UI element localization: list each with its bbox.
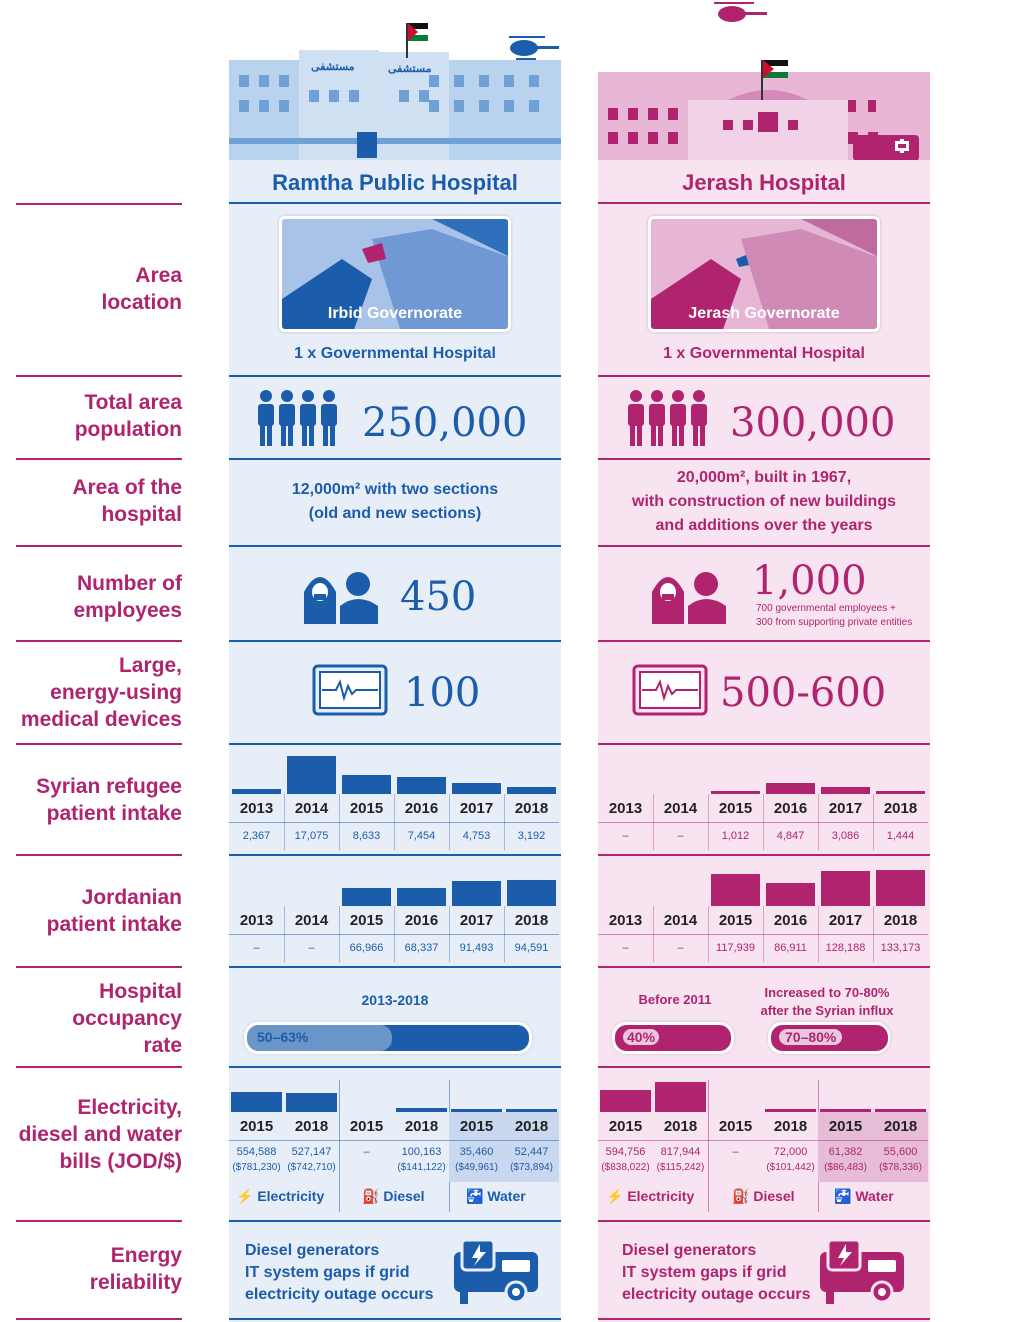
jerash-before-bar: [612, 1022, 734, 1054]
ramtha-hospital-count: 1 x Governmental Hospital: [294, 345, 496, 362]
label-reliability: [0, 1242, 182, 1296]
bill-bar: [765, 1109, 816, 1112]
monitor-icon: [312, 664, 388, 716]
bill-bar: [506, 1109, 557, 1112]
intake-value: 1,012: [721, 830, 750, 842]
intake-bar: [821, 787, 870, 794]
divider: [16, 1318, 182, 1320]
bill-jod: –: [732, 1146, 739, 1158]
year-label: 2018: [883, 800, 918, 817]
divider: [598, 458, 930, 460]
intake-value: –: [308, 942, 315, 954]
bill-jod: 61,382: [828, 1146, 863, 1158]
jerash-after-bar: [768, 1022, 890, 1054]
label-line: occupancy: [72, 1007, 182, 1030]
intake-value: –: [253, 942, 260, 954]
divider: [16, 1066, 182, 1068]
irbid-map: [279, 216, 511, 332]
year-label: 2017: [459, 912, 494, 929]
label-line: Syrian refugee: [36, 775, 182, 798]
label-line: bills (JOD/$): [59, 1150, 182, 1173]
intake-value: 94,591: [514, 942, 549, 954]
year-label: 2017: [828, 912, 863, 929]
bill-bar: [286, 1093, 337, 1112]
ramtha-occupancy-label: 50–63%: [257, 1029, 309, 1045]
intake-bar: [711, 791, 760, 794]
bill-jod: 100,163: [401, 1146, 442, 1158]
bill-year: 2018: [404, 1118, 439, 1135]
bill-usd: ($73,894): [510, 1162, 553, 1173]
ramtha-population: 250,000: [362, 400, 528, 446]
divider: [16, 854, 182, 856]
jerash-area-line2: with construction of new buildings: [632, 493, 896, 510]
ramtha-occupancy-period: 2013-2018: [361, 992, 429, 1008]
divider: [598, 966, 930, 968]
faucet-icon: 🚰: [466, 1188, 484, 1204]
year-label: 2018: [514, 912, 549, 929]
intake-value: 133,173: [880, 942, 921, 954]
label-line: Area of the: [72, 476, 182, 499]
intake-value: 1,444: [886, 830, 915, 842]
divider: [598, 1220, 930, 1222]
year-label: 2013: [608, 912, 643, 929]
jerash-hospital-illustration: [598, 0, 930, 160]
label-total-population: [0, 389, 182, 443]
reliability-line: IT system gaps if grid: [622, 1264, 787, 1281]
table-rule: [598, 822, 928, 823]
bill-jod: 52,447: [514, 1146, 549, 1158]
bill-bar: [600, 1090, 651, 1112]
bill-bar: [231, 1092, 282, 1112]
ramtha-occupancy-bar: [244, 1022, 532, 1054]
divider: [598, 743, 930, 745]
bill-bar: [451, 1109, 502, 1112]
intake-bar: [507, 880, 556, 906]
bill-usd: ($86,483): [824, 1162, 867, 1173]
year-label: 2016: [404, 800, 439, 817]
intake-bar: [397, 777, 446, 794]
intake-bar: [342, 775, 391, 794]
label-devices: [0, 652, 182, 733]
label-line: employees: [73, 599, 182, 622]
divider: [16, 966, 182, 968]
divider: [16, 640, 182, 642]
bill-usd: ($115,242): [656, 1162, 705, 1173]
divider: [598, 854, 930, 856]
ramtha-area-line2: (old and new sections): [308, 505, 482, 522]
label-line: hospital: [101, 503, 182, 526]
ramtha-title: Ramtha Public Hospital: [272, 170, 518, 195]
intake-value: 68,337: [404, 942, 439, 954]
intake-bar: [452, 881, 501, 906]
monitor-icon: [632, 664, 708, 716]
intake-bar: [452, 783, 501, 794]
year-label: 2014: [294, 800, 329, 817]
label-line: Electricity,: [77, 1096, 182, 1119]
divider: [598, 545, 930, 547]
label-area-location: [0, 262, 182, 316]
divider: [229, 640, 561, 642]
bill-year: 2018: [773, 1118, 808, 1135]
intake-value: 7,454: [407, 830, 436, 842]
ramtha-employees: 450: [400, 574, 477, 620]
bill-jod: 72,000: [773, 1146, 808, 1158]
intake-bar: [507, 787, 556, 794]
intake-bar: [821, 871, 870, 906]
bill-year: 2018: [663, 1118, 698, 1135]
year-label: 2013: [608, 800, 643, 817]
bill-year: 2015: [239, 1118, 274, 1135]
intake-value: 4,753: [462, 830, 491, 842]
divider: [16, 545, 182, 547]
label-syrian-intake: [0, 773, 182, 827]
jerash-hospital-count: 1 x Governmental Hospital: [663, 345, 865, 362]
year-label: 2014: [663, 800, 698, 817]
jerash-employees-note1: 700 governmental employees +: [756, 603, 896, 614]
table-rule: [598, 934, 928, 935]
label-employees: [0, 570, 182, 624]
intake-value: 3,086: [831, 830, 860, 842]
jerash-after-title: [752, 984, 902, 1020]
after-title-line: after the Syrian influx: [760, 1003, 894, 1018]
intake-value: –: [677, 942, 684, 954]
year-label: 2013: [239, 800, 274, 817]
divider: [16, 458, 182, 460]
bill-usd: ($742,710): [287, 1162, 336, 1173]
jerash-area-line3: and additions over the years: [655, 517, 873, 534]
year-label: 2017: [828, 800, 863, 817]
generator-icon: [450, 1236, 544, 1306]
staff-icon: [300, 562, 384, 624]
generator-icon: [816, 1236, 910, 1306]
table-rule: [229, 934, 559, 935]
year-label: 2015: [718, 912, 753, 929]
jerash-before-title: Before 2011: [638, 992, 712, 1007]
label-line: Number of: [77, 572, 182, 595]
people-icon: [626, 388, 710, 448]
label-line: rate: [143, 1034, 182, 1057]
label-occupancy: [0, 978, 182, 1059]
year-label: 2016: [773, 912, 808, 929]
divider: [598, 1066, 930, 1068]
jerash-after-label: 70–80%: [779, 1029, 842, 1045]
reliability-line: Diesel generators: [622, 1242, 757, 1259]
bill-jod: –: [363, 1146, 370, 1158]
divider: [598, 375, 930, 377]
bill-year: 2018: [294, 1118, 329, 1135]
bill-year: 2015: [608, 1118, 643, 1135]
divider: [229, 1066, 561, 1068]
ramtha-hospital-illustration: [229, 20, 561, 160]
bill-usd: ($838,022): [601, 1162, 650, 1173]
intake-value: 2,367: [242, 830, 271, 842]
jerash-title: Jerash Hospital: [682, 170, 846, 195]
bill-year: 2015: [718, 1118, 753, 1135]
bill-bar: [875, 1109, 926, 1112]
legend-text: Electricity: [257, 1188, 325, 1204]
intake-value: 128,188: [825, 942, 866, 954]
divider: [229, 743, 561, 745]
lightning-icon: ⚡: [236, 1188, 254, 1204]
intake-value: 8,633: [352, 830, 381, 842]
divider: [229, 1220, 561, 1222]
intake-bar: [287, 756, 336, 794]
divider: [16, 375, 182, 377]
reliability-line: Diesel generators: [245, 1242, 380, 1259]
divider: [229, 458, 561, 460]
intake-value: 66,966: [349, 942, 384, 954]
jerash-map-label: Jerash Governorate: [688, 305, 840, 322]
intake-value: –: [677, 830, 684, 842]
intake-bar: [876, 870, 925, 906]
jerash-employees: 1,000: [752, 558, 867, 604]
divider: [229, 375, 561, 377]
year-label: 2016: [404, 912, 439, 929]
bill-usd: ($101,442): [766, 1162, 815, 1173]
people-icon: [256, 388, 340, 448]
label-line: Area: [135, 264, 182, 287]
table-rule: [598, 1140, 928, 1141]
bill-jod: 527,147: [291, 1146, 332, 1158]
label-line: Energy: [110, 1244, 182, 1267]
table-rule: [229, 1140, 559, 1141]
divider: [229, 545, 561, 547]
reliability-line: electricity outage occurs: [245, 1286, 434, 1303]
year-label: 2015: [718, 800, 753, 817]
label-line: Hospital: [99, 980, 182, 1003]
faucet-icon: 🚰: [834, 1188, 852, 1204]
label-jordanian-intake: [0, 884, 182, 938]
label-line: Jordanian: [81, 886, 182, 909]
label-line: reliability: [89, 1271, 182, 1294]
ramtha-sign-1: مستشفى: [311, 61, 355, 73]
bill-usd: ($781,230): [232, 1162, 281, 1173]
label-line: location: [101, 291, 182, 314]
ramtha-diesel-legend: [362, 1188, 425, 1205]
intake-value: 4,847: [776, 830, 805, 842]
label-hospital-area: [0, 474, 182, 528]
bill-jod: 594,756: [605, 1146, 646, 1158]
year-label: 2013: [239, 912, 274, 929]
bill-bar: [655, 1082, 706, 1112]
divider: [229, 202, 561, 204]
year-label: 2017: [459, 800, 494, 817]
bill-usd: ($49,961): [455, 1162, 498, 1173]
label-line: Total area: [84, 391, 182, 414]
ramtha-reliability: [245, 1240, 434, 1306]
jerash-diesel-legend: [732, 1188, 795, 1205]
label-line: Large,: [118, 654, 182, 677]
bill-bar: [820, 1109, 871, 1112]
year-label: 2014: [663, 912, 698, 929]
year-label: 2015: [349, 800, 384, 817]
intake-value: 17,075: [294, 830, 329, 842]
divider: [16, 1220, 182, 1222]
jerash-population: 300,000: [730, 400, 896, 446]
year-label: 2016: [773, 800, 808, 817]
jerash-water-legend: [834, 1188, 894, 1205]
intake-bar: [397, 888, 446, 906]
reliability-line: IT system gaps if grid: [245, 1264, 410, 1281]
ramtha-electricity-legend: [236, 1188, 324, 1205]
intake-value: 91,493: [459, 942, 494, 954]
reliability-line: electricity outage occurs: [622, 1286, 811, 1303]
legend-text: Water: [855, 1188, 894, 1204]
after-title-line: Increased to 70-80%: [764, 985, 890, 1000]
divider: [229, 854, 561, 856]
label-line: patient intake: [46, 802, 182, 825]
intake-value: 3,192: [517, 830, 546, 842]
jerash-reliability: [622, 1240, 811, 1306]
divider: [598, 1318, 930, 1320]
bill-usd: ($78,336): [879, 1162, 922, 1173]
ramtha-devices: 100: [404, 670, 481, 716]
divider: [598, 640, 930, 642]
table-rule: [229, 822, 559, 823]
divider: [598, 202, 930, 204]
bill-year: 2018: [514, 1118, 549, 1135]
intake-value: –: [622, 942, 629, 954]
bill-jod: 35,460: [459, 1146, 494, 1158]
bill-year: 2018: [883, 1118, 918, 1135]
year-label: 2018: [883, 912, 918, 929]
irbid-map-label: Irbid Governorate: [327, 305, 463, 322]
intake-bar: [766, 783, 815, 794]
intake-bar: [342, 888, 391, 906]
intake-value: 117,939: [716, 942, 755, 954]
intake-bar: [232, 789, 281, 794]
jerash-map: [648, 216, 880, 332]
label-line: patient intake: [46, 913, 182, 936]
bill-year: 2015: [828, 1118, 863, 1135]
bill-jod: 554,588: [236, 1146, 277, 1158]
lightning-icon: ⚡: [606, 1188, 624, 1204]
fuel-icon: ⛽: [732, 1188, 750, 1204]
bill-usd: ($141,122): [397, 1162, 446, 1173]
bill-jod: 55,600: [883, 1146, 918, 1158]
intake-value: 86,911: [774, 942, 807, 954]
staff-icon: [648, 562, 732, 624]
fuel-icon: ⛽: [362, 1188, 380, 1204]
ramtha-sign-2: مستشفى: [388, 63, 432, 75]
legend-text: Water: [487, 1188, 526, 1204]
legend-text: Diesel: [753, 1188, 795, 1204]
divider: [229, 966, 561, 968]
bill-bar: [396, 1108, 447, 1112]
jerash-electricity-legend: [606, 1188, 694, 1205]
legend-text: Diesel: [383, 1188, 425, 1204]
jerash-area-line1: 20,000m², built in 1967,: [676, 469, 852, 486]
intake-value: –: [622, 830, 629, 842]
bill-year: 2015: [459, 1118, 494, 1135]
label-bills: [0, 1094, 182, 1175]
jerash-before-label: 40%: [623, 1029, 659, 1045]
year-label: 2015: [349, 912, 384, 929]
label-line: population: [74, 418, 182, 441]
label-line: medical devices: [20, 708, 182, 731]
label-line: energy-using: [50, 681, 182, 704]
intake-bar: [711, 874, 760, 906]
label-line: diesel and water: [18, 1123, 182, 1146]
divider: [229, 1318, 561, 1320]
ramtha-water-legend: [466, 1188, 526, 1205]
intake-bar: [876, 791, 925, 794]
ramtha-area-line1: 12,000m² with two sections: [291, 481, 499, 498]
jerash-employees-note2: 300 from supporting private entities: [756, 617, 913, 628]
legend-text: Electricity: [627, 1188, 695, 1204]
year-label: 2018: [514, 800, 549, 817]
intake-bar: [766, 883, 815, 906]
jerash-devices: 500-600: [720, 670, 887, 716]
divider: [16, 743, 182, 745]
year-label: 2014: [294, 912, 329, 929]
divider: [16, 203, 182, 205]
bill-year: 2015: [349, 1118, 384, 1135]
bill-jod: 817,944: [660, 1146, 701, 1158]
